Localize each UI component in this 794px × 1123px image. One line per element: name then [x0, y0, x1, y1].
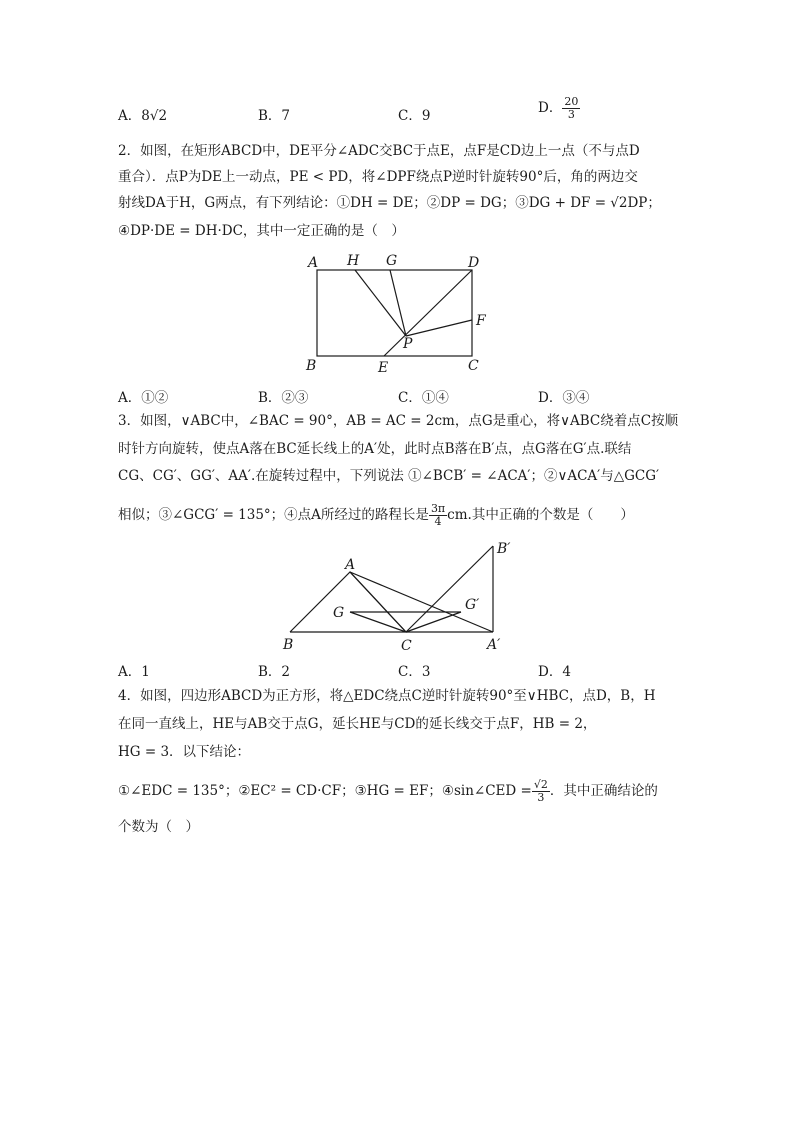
q2-label-a: A: [308, 255, 319, 271]
q3-line-1: 3．如图，∨ABC中，∠BAC = 90°，AB = AC = 2cm，点G是重心，将∨ABC绕着点C按顺: [118, 413, 679, 429]
q2-label-d: D: [468, 255, 480, 271]
q3-path-denominator: 4: [434, 515, 442, 528]
q1-option-d-denominator: 3: [567, 108, 575, 121]
q4-line-4: [118, 779, 658, 804]
q3-line-4: [118, 503, 634, 528]
q4-line-3: HG = 3．以下结论：: [118, 744, 251, 760]
q2-line-1: 2．如图，在矩形ABCD中，DE平分∠ADC交BC于点E，点F是CD边上一点（不与点D: [118, 143, 640, 159]
q3-option-d[interactable]: D．4: [538, 664, 571, 680]
q2-option-c[interactable]: C．①④: [398, 390, 449, 406]
q2-segment-pf: [406, 320, 472, 336]
q1-option-a[interactable]: [118, 104, 167, 124]
q4-line-2: 在同一直线上，HE与AB交于点G，延长HE与CD的延长线交于点F，HB = 2，: [118, 716, 597, 732]
q2-label-f: F: [476, 313, 486, 329]
q2-line-3: 射线DA于H，G两点，有下列结论：①DH = DE；②DP = DG；③DG + DF = √2DP；: [118, 195, 661, 211]
q3-line-3: CG、CG′、GG′、AA′.在旋转过程中，下列说法 ①∠BCB′ = ∠ACA′；②∨ACA′与△GCG′: [118, 468, 660, 484]
q4-line-4-tail: ．其中正确结论的: [549, 783, 658, 799]
q2-line-4: ④DP·DE = DH·DC，其中一定正确的是（ ）: [118, 223, 405, 239]
q3-option-b[interactable]: B．2: [258, 664, 291, 680]
q2-label-p: P: [403, 336, 413, 352]
q2-option-d[interactable]: D．③④: [538, 390, 590, 406]
q2-label-h: H: [347, 253, 360, 269]
q3-segment-g2c: [406, 612, 461, 632]
q3-label-g: G: [333, 605, 345, 621]
q3-label-a-prime: A′: [487, 637, 501, 653]
q3-path-numerator: 3π: [430, 502, 446, 515]
q1-option-d-numerator: 20: [564, 95, 579, 108]
q3-line-2: 时针方向旋转，使点A落在BC延长线上的A′处，此时点B落在B′点，点G落在G′点.联结: [118, 441, 632, 457]
q1-option-b[interactable]: B．7: [258, 108, 291, 124]
q2-label-c: C: [468, 358, 479, 374]
q3-option-c[interactable]: C．3: [398, 664, 431, 680]
q2-label-b: B: [306, 358, 317, 374]
q2-label-g: G: [386, 253, 398, 269]
q4-sin-denominator: 3: [537, 791, 545, 804]
q1-option-a-root: √2: [149, 108, 168, 124]
q2-figure: [300, 248, 500, 378]
q3-segment-b2c: [406, 546, 493, 632]
q2-segment-de: [384, 270, 472, 356]
q3-segment-gc: [350, 612, 406, 632]
q4-line-5: 个数为（ ）: [118, 819, 199, 835]
q4-line-4-text: ①∠EDC = 135°；②EC² = CD·CF；③HG = EF；④sin∠CED =: [118, 783, 532, 799]
q3-path-fraction: [429, 503, 447, 528]
q3-option-a[interactable]: A．1: [118, 664, 150, 680]
q2-option-b[interactable]: B．②③: [258, 390, 309, 406]
q3-line-4-tail: cm.其中正确的个数是（ ）: [447, 507, 634, 523]
q3-label-g-prime: G′: [465, 597, 480, 613]
q3-label-b-prime: B′: [497, 541, 511, 557]
q2-option-a[interactable]: A．①②: [118, 390, 169, 406]
q1-option-c[interactable]: C．9: [398, 108, 431, 124]
q1-option-a-label: A．8: [118, 108, 150, 124]
q3-figure: [275, 538, 535, 656]
q2-line-2: 重合）．点P为DE上一动点，PE < PD，将∠DPF绕点P逆时针旋转90°后，角的两边交: [118, 169, 638, 185]
q3-triangle-abc: [290, 572, 406, 632]
q3-label-a: A: [345, 557, 356, 573]
q2-rectangle-abcd: [317, 270, 472, 356]
q4-sin-numerator: √2: [533, 778, 548, 791]
q4-sin-fraction: [532, 779, 550, 804]
q2-label-e: E: [378, 360, 389, 376]
q3-label-b: B: [283, 637, 294, 653]
q1-option-d[interactable]: [538, 96, 580, 121]
q1-option-d-label: D．: [538, 100, 563, 116]
q4-line-1: 4．如图，四边形ABCD为正方形，将△EDC绕点C逆时针旋转90°至∨HBC，点D，B，H: [118, 688, 656, 704]
q3-label-c: C: [401, 638, 412, 654]
q3-line-4-text: 相似；③∠GCG′ = 135°；④点A所经过的路程长是: [118, 507, 429, 523]
q1-option-d-fraction: [562, 96, 580, 121]
q3-segment-ac: [350, 572, 406, 632]
